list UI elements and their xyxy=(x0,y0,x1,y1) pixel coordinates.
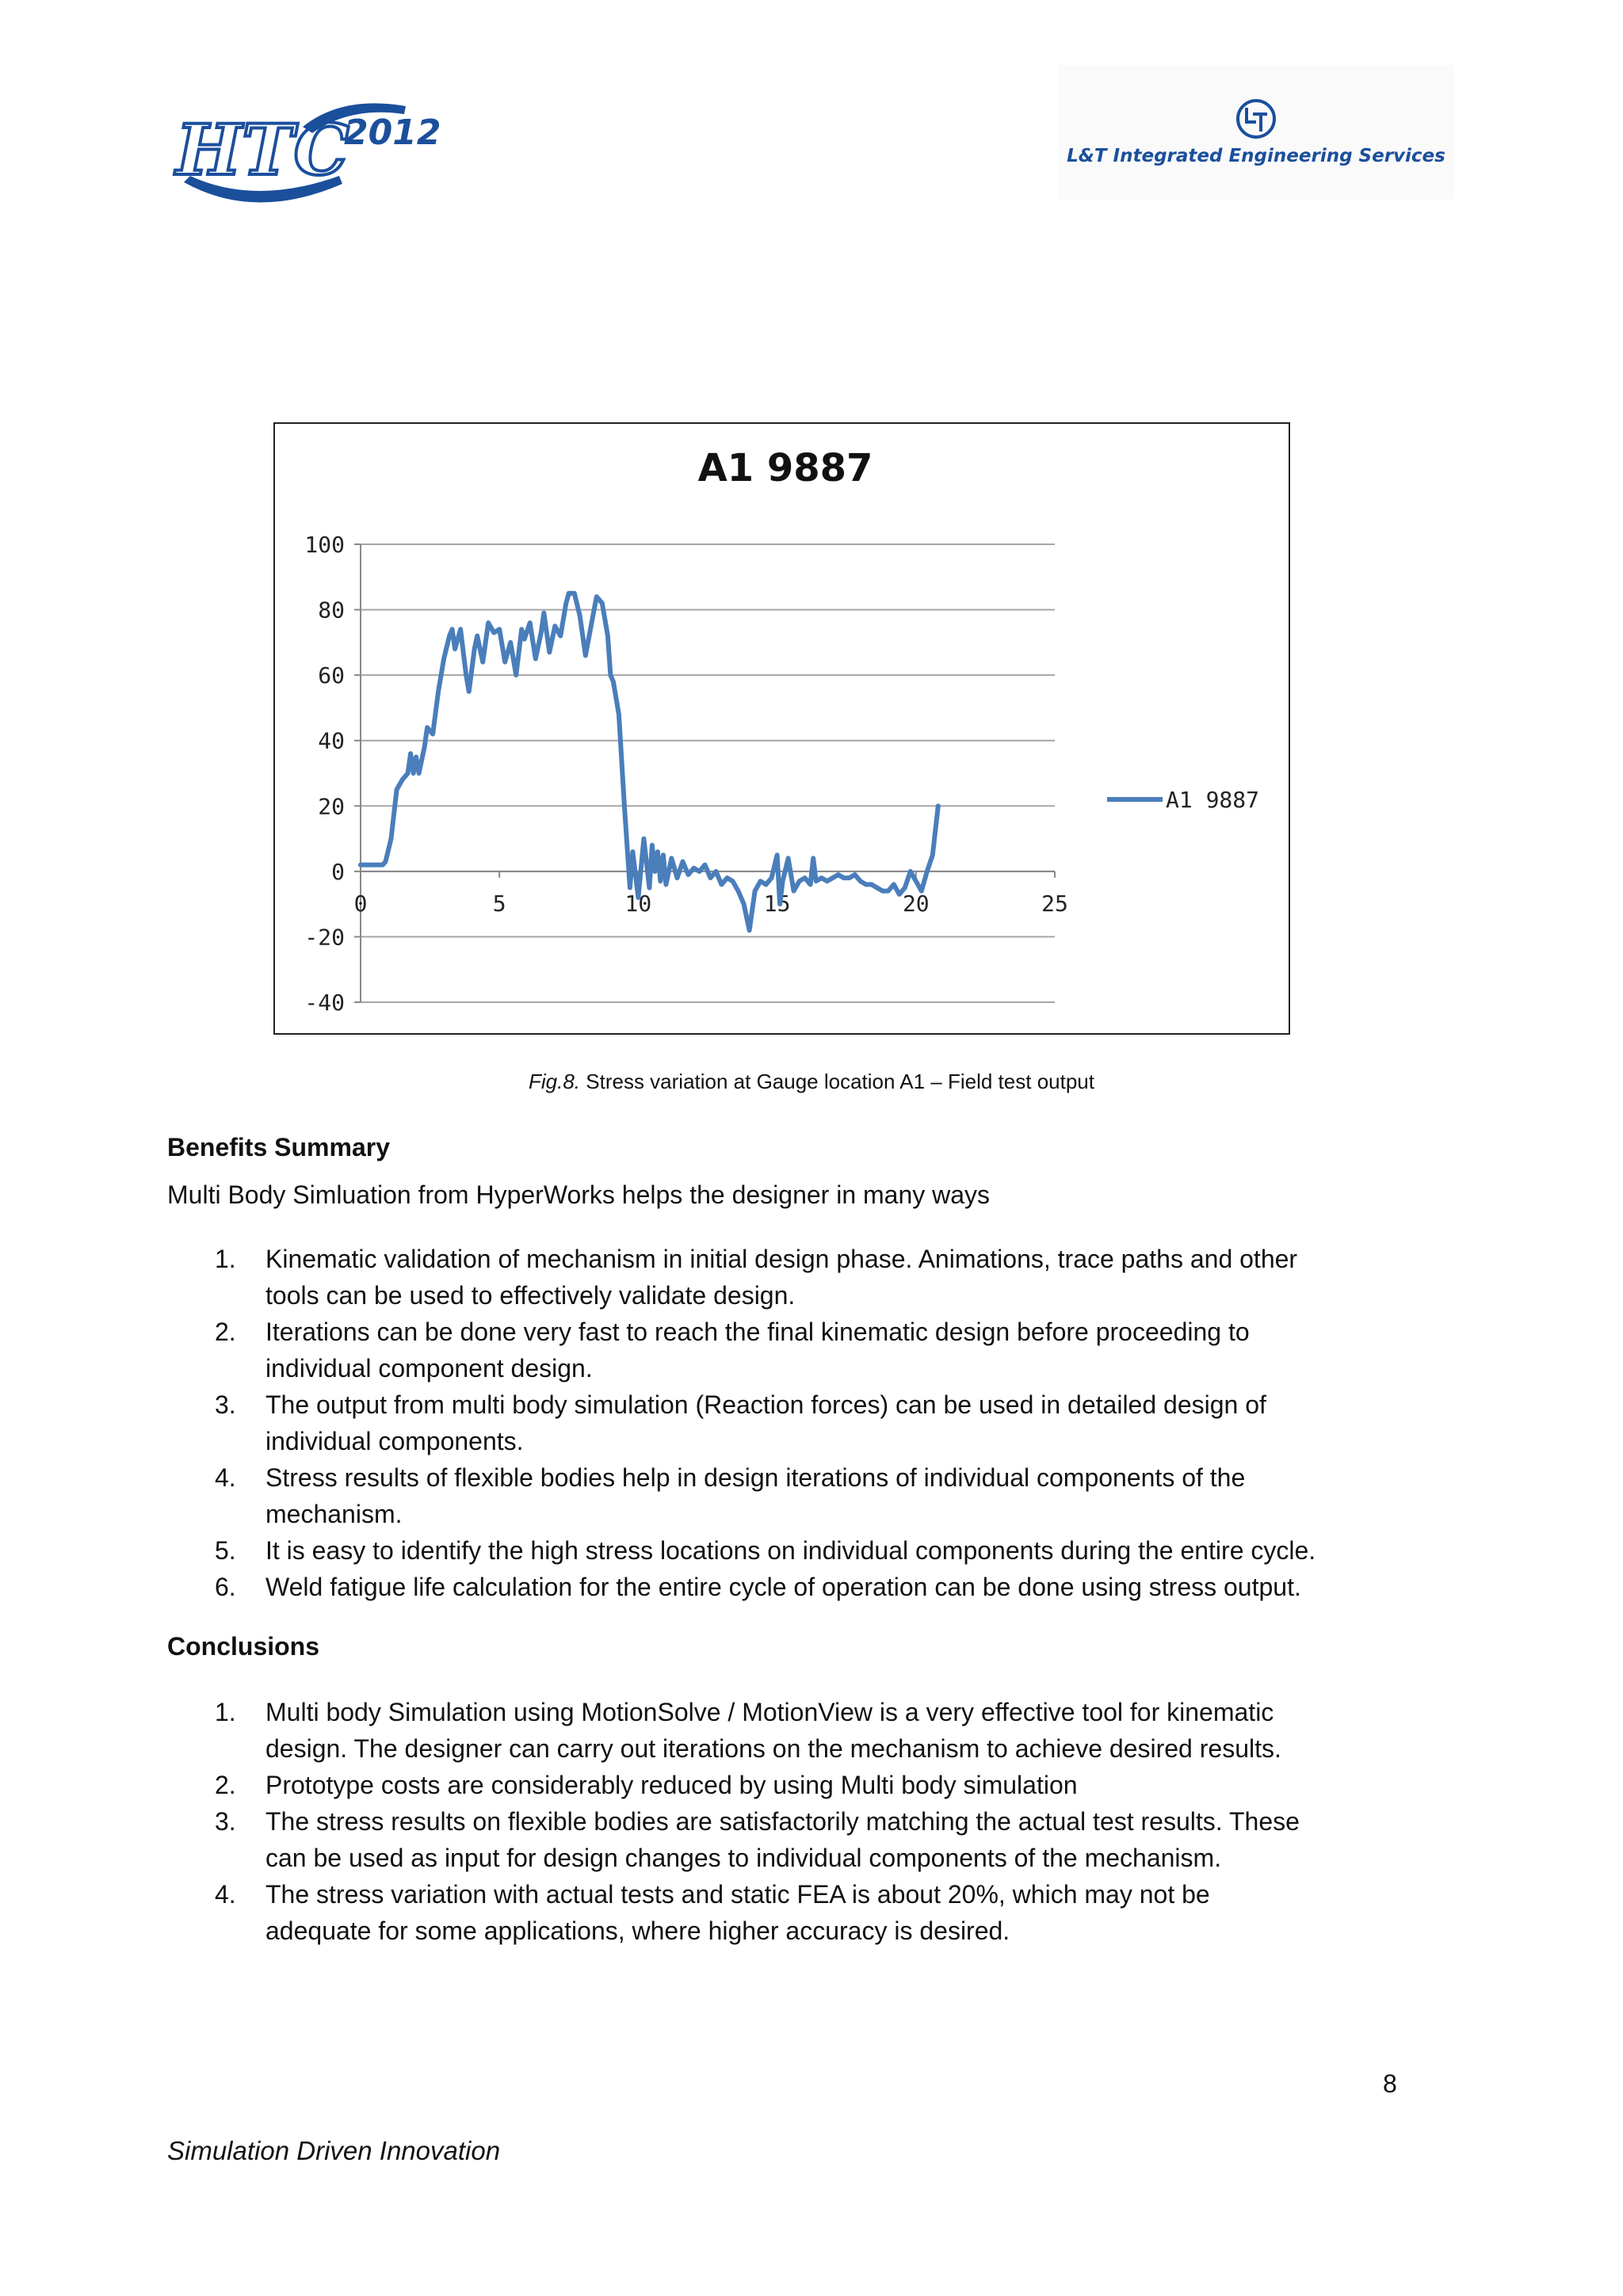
x-tick-label: 0 xyxy=(353,890,368,917)
item-text: Prototype costs are considerably reduced by using Multi body simulation xyxy=(265,1771,1078,1799)
item-number: 4. xyxy=(215,1880,236,1909)
legend-label: A1 9887 xyxy=(1166,787,1260,814)
item-text: adequate for some applications, where higher accuracy is desired. xyxy=(265,1917,1010,1945)
figure-label: Fig.8. xyxy=(529,1070,581,1093)
item-text: mechanism. xyxy=(265,1500,403,1528)
x-tick-label: 10 xyxy=(624,890,652,917)
htc-logo-icon xyxy=(168,95,441,214)
chart-series-layer xyxy=(361,593,938,930)
x-tick-label: 20 xyxy=(902,890,930,917)
list-item xyxy=(167,1569,1435,1605)
y-tick-label: 20 xyxy=(318,793,345,820)
y-tick-label: 0 xyxy=(331,858,345,885)
y-tick-label: -20 xyxy=(304,924,345,951)
list-item xyxy=(167,1767,1435,1803)
stress-chart xyxy=(273,422,1290,1035)
company-name: L&T Integrated Engineering Services xyxy=(1067,146,1445,166)
list-item xyxy=(167,1314,1435,1386)
y-tick-label: 100 xyxy=(304,532,345,558)
figure-caption xyxy=(0,1070,1623,1094)
item-text: can be used as input for design changes to individual components of the mechanism. xyxy=(265,1844,1222,1872)
htc-logo-text: HTC xyxy=(176,109,349,191)
conclusions-heading: Conclusions xyxy=(167,1632,320,1661)
item-number: 3. xyxy=(215,1390,236,1419)
chart-legend xyxy=(1107,787,1259,813)
list-item xyxy=(167,1532,1435,1569)
y-tick-label: 80 xyxy=(318,597,345,624)
item-text: The output from multi body simulation (Reaction forces) can be used in detailed design of xyxy=(265,1390,1266,1419)
chart-svg xyxy=(275,424,1292,1036)
htc-2012-logo xyxy=(168,95,441,214)
list-item xyxy=(167,1876,1435,1949)
conclusions-list xyxy=(167,1694,1435,1949)
htc-logo-year: 2012 xyxy=(344,113,441,153)
item-text: design. The designer can carry out iterations on the mechanism to achieve desired results. xyxy=(265,1734,1281,1763)
item-text: The stress results on flexible bodies are satisfactorily matching the actual test results. These xyxy=(265,1807,1300,1836)
item-text: Weld fatigue life calculation for the entire cycle of operation can be done using stress output. xyxy=(265,1573,1301,1601)
item-text: tools can be used to effectively validate design. xyxy=(265,1281,796,1310)
item-text: Kinematic validation of mechanism in initial design phase. Animations, trace paths and other xyxy=(265,1245,1298,1273)
item-number: 2. xyxy=(215,1318,236,1346)
item-text: Stress results of flexible bodies help in design iterations of individual components of the xyxy=(265,1463,1246,1492)
list-item xyxy=(167,1386,1435,1459)
chart-grid xyxy=(361,544,1055,1002)
item-number: 4. xyxy=(215,1463,236,1492)
item-number: 5. xyxy=(215,1536,236,1565)
list-item xyxy=(167,1803,1435,1876)
series-line xyxy=(361,593,938,930)
y-tick-label: 40 xyxy=(318,727,345,754)
x-tick-label: 25 xyxy=(1041,890,1068,917)
list-item xyxy=(167,1241,1435,1314)
item-text: individual components. xyxy=(265,1427,524,1455)
x-tick-label: 15 xyxy=(763,890,791,917)
item-number: 2. xyxy=(215,1771,236,1799)
y-tick-label: 60 xyxy=(318,662,345,689)
benefits-list xyxy=(167,1241,1435,1605)
benefits-heading: Benefits Summary xyxy=(167,1133,390,1161)
item-text: The stress variation with actual tests and static FEA is about 20%, which may not be xyxy=(265,1880,1210,1909)
item-number: 1. xyxy=(215,1698,236,1726)
footer-text: Simulation Driven Innovation xyxy=(167,2136,501,2165)
lt-emblem-icon xyxy=(1234,97,1278,141)
chart-title: A1 9887 xyxy=(697,446,873,490)
x-tick-label: 5 xyxy=(492,890,506,917)
page-number: 8 xyxy=(1383,2069,1397,2098)
item-text: Multi body Simulation using MotionSolve / MotionView is a very effective tool for kinematic xyxy=(265,1698,1274,1726)
item-text: Iterations can be done very fast to reach the final kinematic design before proceeding to xyxy=(265,1318,1250,1346)
lt-logo xyxy=(1058,65,1454,200)
item-number: 1. xyxy=(215,1245,236,1273)
item-text: individual component design. xyxy=(265,1354,593,1383)
item-number: 3. xyxy=(215,1807,236,1836)
y-tick-label: -40 xyxy=(304,990,345,1016)
benefits-intro: Multi Body Simluation from HyperWorks helps the designer in many ways xyxy=(167,1180,991,1209)
figure-caption-text: Stress variation at Gauge location A1 – Field test output xyxy=(586,1070,1094,1093)
item-text: It is easy to identify the high stress locations on individual components during the entire cycle. xyxy=(265,1536,1316,1565)
list-item xyxy=(167,1694,1435,1767)
list-item xyxy=(167,1459,1435,1532)
item-number: 6. xyxy=(215,1573,236,1601)
